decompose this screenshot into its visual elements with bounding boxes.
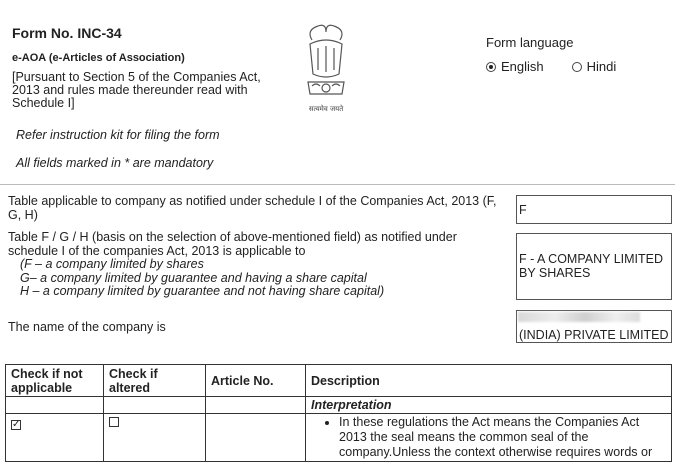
table-basis-field[interactable]: F - A COMPANY LIMITED BY SHARES [516, 233, 672, 300]
english-radio-label[interactable]: English [501, 59, 544, 74]
option-h: H – a company limited by guarantee and not having share capital) [20, 284, 385, 298]
hindi-radio-label[interactable]: Hindi [586, 59, 617, 74]
company-name-field[interactable]: (INDIA) PRIVATE LIMITED [516, 310, 672, 343]
english-radio[interactable] [486, 62, 496, 72]
header-divider [0, 184, 675, 185]
pursuant-note: [Pursuant to Section 5 of the Companies Act, 2013 and rules made thereunder read with Schedule I] [12, 70, 261, 110]
not-applicable-checkbox[interactable]: ✓ [12, 419, 21, 430]
mandatory-note: All fields marked in * are mandatory [16, 156, 214, 170]
description-text: • In these regulations the Act means the Companies Act 2013 the seal means the common seal of the company.Unless the context otherwise requires words or [339, 415, 666, 460]
form-subtitle: e-AOA (e-Articles of Association) [12, 52, 185, 64]
emblem-caption: सत्यमेव जयते [308, 105, 344, 113]
table-basis-question [8, 231, 508, 299]
section-title: Interpretation [306, 397, 672, 414]
form-language-radio-group [486, 59, 644, 74]
col-article-no: Article No. [206, 365, 306, 397]
altered-checkbox[interactable] [109, 417, 119, 427]
form-number: Form No. INC-34 [12, 25, 122, 41]
redacted-name [518, 312, 640, 322]
hindi-radio[interactable] [572, 62, 582, 72]
table-applicable-label: Table applicable to company as notified under schedule I of the Companies Act, 2013 (F, G, H) [8, 194, 497, 222]
article-no-cell[interactable] [206, 414, 306, 462]
table-basis-label: Table F / G / H (basis on the selection of above-mentioned field) as notified under schedule I of the companies Act, 2013 is applicable to [8, 230, 457, 258]
table-applicable-field[interactable]: F [516, 195, 672, 224]
col-description: Description [306, 365, 672, 397]
table-header-row [6, 365, 672, 397]
option-g: G– a company limited by guarantee and having a share capital [20, 270, 367, 285]
col-altered: Check if altered [104, 365, 206, 397]
section-row [6, 397, 672, 414]
instruction-kit-note: Refer instruction kit for filing the form [16, 128, 220, 142]
col-not-applicable: Check if not applicable [6, 365, 104, 397]
national-emblem-icon [298, 22, 354, 114]
table-row [6, 414, 672, 462]
form-language-label: Form language [486, 35, 574, 50]
company-name-label: The name of the company is [8, 320, 166, 334]
articles-table [5, 364, 672, 462]
option-f: (F – a company limited by shares [20, 257, 204, 271]
